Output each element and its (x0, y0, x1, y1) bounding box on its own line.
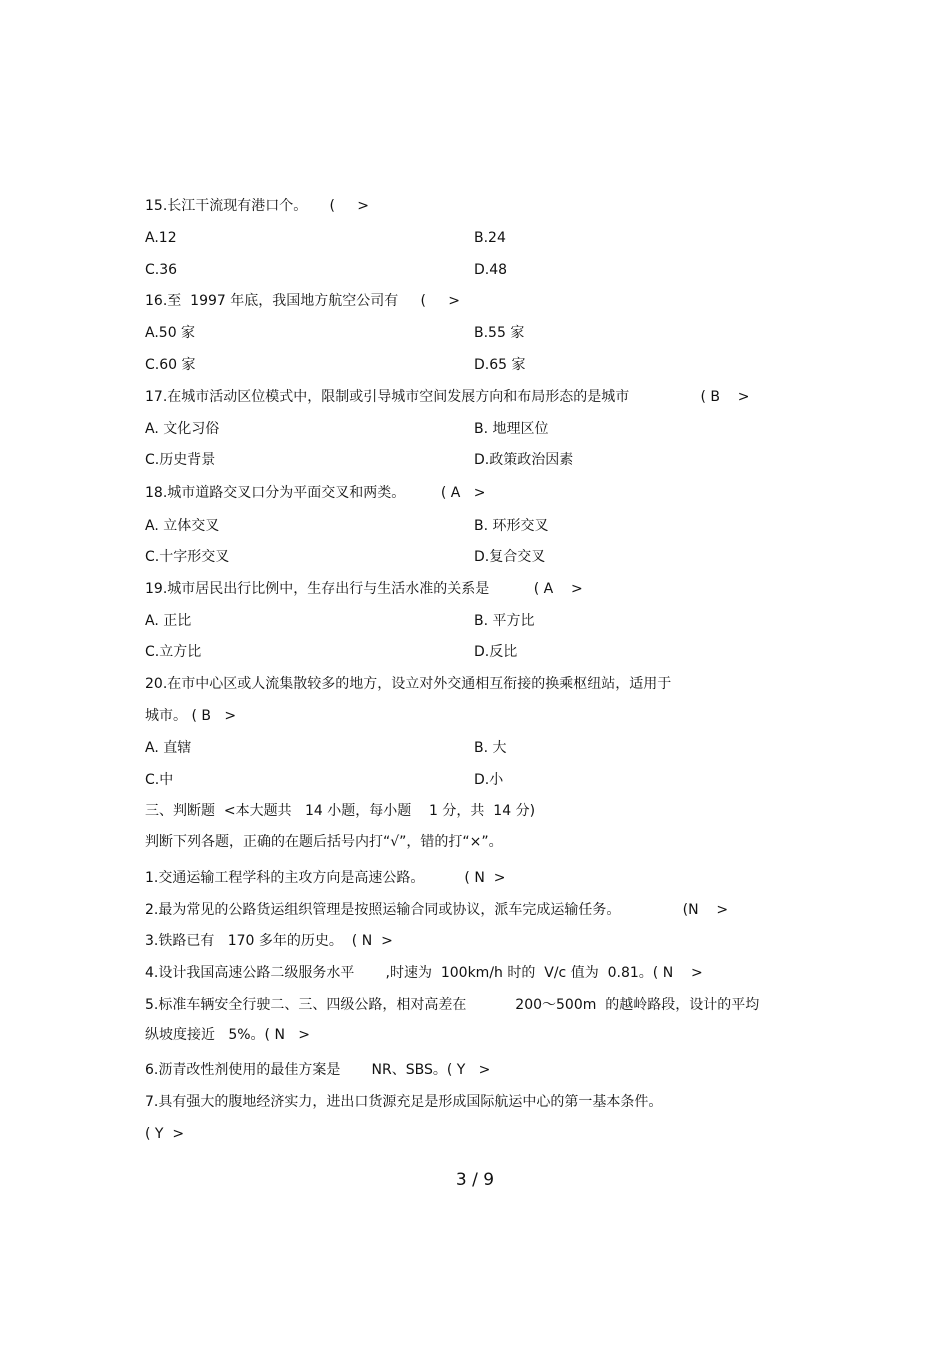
question-16-option-c: C.60 家 (145, 357, 196, 373)
question-20-option-b: B. 大 (474, 740, 507, 756)
question-15-option-a: A.12 (145, 230, 177, 246)
question-19-option-c: C.立方比 (145, 644, 202, 660)
section-3-instruction: 判断下列各题，正确的在题后括号内打“√”，错的打“×”。 (145, 834, 503, 850)
question-18-option-d: D.复合交叉 (474, 549, 546, 565)
question-19-option-a: A. 正比 (145, 613, 192, 629)
question-18-stem: 18.城市道路交叉口分为平面交叉和两类。 ( A > (145, 485, 486, 501)
question-16-option-a: A.50 家 (145, 325, 196, 341)
judgment-item-2: 2.最为常见的公路货运组织管理是按照运输合同或协议，派车完成运输任务。 (N > (145, 902, 729, 918)
question-20-stem-line1: 20.在市中心区或人流集散较多的地方，设立对外交通相互衔接的换乘枢纽站，适用于 (145, 676, 672, 692)
question-15-option-b: B.24 (474, 230, 506, 246)
section-3-title: 三、判断题 <本大题共 14 小题，每小题 1 分，共 14 分) (145, 803, 536, 819)
judgment-item-1: 1.交通运输工程学科的主攻方向是高速公路。 ( N > (145, 870, 506, 886)
question-16-option-d: D.65 家 (474, 357, 526, 373)
question-19-option-d: D.反比 (474, 644, 518, 660)
question-17-option-c: C.历史背景 (145, 452, 216, 468)
question-15-option-c: C.36 (145, 262, 178, 278)
question-17-option-d: D.政策政治因素 (474, 452, 574, 468)
question-16-stem: 16.至 1997 年底，我国地方航空公司有 ( > (145, 293, 460, 309)
question-18-option-a: A. 立体交叉 (145, 518, 220, 534)
judgment-item-5-line1: 5.标准车辆安全行驶二、三、四级公路，相对高差在 200～500m 的越岭路段，设计的平均 (145, 997, 760, 1013)
judgment-item-5-line2: 纵坡度接近 5%。( N > (145, 1027, 311, 1043)
question-20-option-a: A. 直辖 (145, 740, 192, 756)
judgment-item-7-line2: ( Y > (145, 1126, 185, 1142)
question-20-option-d: D.小 (474, 772, 504, 788)
question-17-option-b: B. 地理区位 (474, 421, 549, 437)
question-19-option-b: B. 平方比 (474, 613, 535, 629)
question-15-stem: 15.长江干流现有港口个。 ( > (145, 198, 369, 214)
question-17-stem: 17.在城市活动区位模式中，限制或引导城市空间发展方向和布局形态的是城市 ( B > (145, 389, 750, 405)
question-20-option-c: C.中 (145, 772, 174, 788)
page-number: 3 / 9 (455, 1170, 495, 1190)
judgment-item-6: 6.沥青改性剂使用的最佳方案是 NR、SBS。( Y > (145, 1062, 491, 1078)
judgment-item-4: 4.设计我国高速公路二级服务水平 ,时速为 100km/h 时的 V/c 值为 0.81。( N > (145, 965, 703, 981)
question-16-option-b: B.55 家 (474, 325, 525, 341)
question-17-option-a: A. 文化习俗 (145, 421, 220, 437)
question-15-option-d: D.48 (474, 262, 508, 278)
judgment-item-7-line1: 7.具有强大的腹地经济实力，进出口货源充足是形成国际航运中心的第一基本条件。 (145, 1094, 663, 1110)
question-20-stem-line2: 城市。 ( B > (145, 708, 237, 724)
judgment-item-3: 3.铁路已有 170 多年的历史。 ( N > (145, 933, 393, 949)
question-18-option-b: B. 环形交叉 (474, 518, 549, 534)
question-18-option-c: C.十字形交叉 (145, 549, 230, 565)
question-19-stem: 19.城市居民出行比例中，生存出行与生活水准的关系是 ( A > (145, 581, 583, 597)
